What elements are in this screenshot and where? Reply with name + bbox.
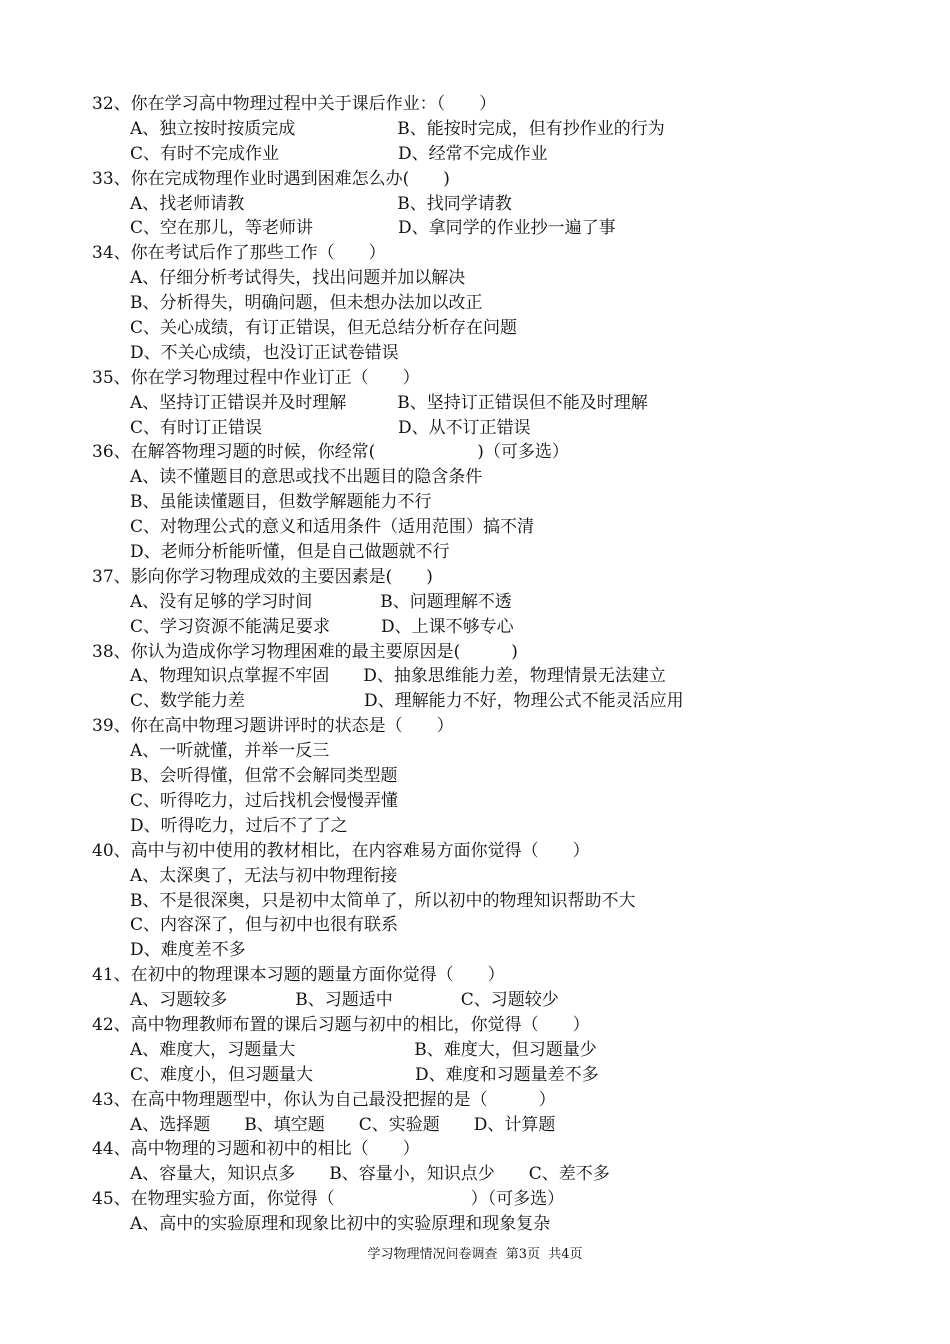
question-line: 39、你在高中物理习题讲评时的状态是（ ） [92,716,454,737]
option-line: A、坚持订正错误并及时理解 B、坚持订正错误但不能及时理解 [130,392,648,413]
question-line: 33、你在完成物理作业时遇到困难怎么办( ) [92,168,450,189]
question-line: 45、在物理实验方面，你觉得（ ）（可多选） [92,1189,565,1210]
option-line: D、老师分析能听懂，但是自己做题就不行 [130,542,450,563]
question-line: 34、你在考试后作了那些工作（ ） [92,243,386,264]
question-line: 43、在高中物理题型中，你认为自己最没把握的是（ ） [92,1089,556,1110]
option-line: C、对物理公式的意义和适用条件（适用范围）搞不清 [130,517,535,538]
option-line: A、找老师请教 B、找同学请教 [130,193,512,214]
option-line: A、仔细分析考试得失，找出问题并加以解决 [130,268,466,289]
option-line: C、有时不完成作业 D、经常不完成作业 [130,143,548,164]
question-line: 38、你认为造成你学习物理困难的最主要原因是( ) [92,641,518,662]
option-line: D、难度差不多 [130,940,246,961]
question-line: 42、高中物理教师布置的课后习题与初中的相比，你觉得（ ） [92,1014,590,1035]
option-line: A、一听就懂，并举一反三 [130,741,330,762]
option-line: C、关心成绩，有订正错误，但无总结分析存在问题 [130,318,518,339]
question-line: 35、你在学习物理过程中作业订正（ ） [92,367,420,388]
option-line: A、没有足够的学习时间 B、问题理解不透 [130,591,512,612]
option-line: C、内容深了，但与初中也很有联系 [130,915,399,936]
option-line: A、读不懂题目的意思或找不出题目的隐含条件 [130,467,483,488]
option-line: A、容量大，知识点多 B、容量小，知识点少 C、差不多 [130,1164,610,1185]
option-line: B、会听得懂，但常不会解同类型题 [130,766,398,787]
option-line: A、物理知识点掌握不牢固 D、抽象思维能力差，物理情景无法建立 [130,666,666,687]
option-line: C、有时订正错误 D、从不订正错误 [130,417,531,438]
question-line: 32、你在学习高中物理过程中关于课后作业：（ ） [92,94,497,114]
option-line: C、空在那儿，等老师讲 D、拿同学的作业抄一遍了事 [130,218,616,239]
option-line: A、选择题 B、填空题 C、实验题 D、计算题 [130,1114,556,1135]
option-line: A、太深奥了，无法与初中物理衔接 [130,865,398,886]
option-line: C、数学能力差 D、理解能力不好，物理公式不能灵活应用 [130,691,684,712]
questionnaire-body [92,92,932,1237]
option-line: A、难度大，习题量大 B、难度大，但习题量少 [130,1039,597,1060]
page-footer: 学习物理情况问卷调查 第3页 共4页 [367,1247,583,1262]
option-line: D、听得吃力，过后不了了之 [130,815,348,836]
option-line: B、不是很深奥，只是初中太简单了，所以初中的物理知识帮助不大 [130,890,636,911]
option-line: D、不关心成绩，也没订正试卷错误 [130,342,399,363]
option-line: C、学习资源不能满足要求 D、上课不够专心 [130,616,514,637]
question-line: 40、高中与初中使用的教材相比，在内容难易方面你觉得（ ） [92,840,590,861]
option-line: B、虽能读懂题目，但数学解题能力不行 [130,492,432,513]
question-line: 44、高中物理的习题和初中的相比（ ） [92,1139,420,1160]
question-line: 36、在解答物理习题的时候，你经常( )（可多选） [92,442,569,463]
option-line: B、分析得失，明确问题，但未想办法加以改正 [130,293,483,314]
option-line: A、独立按时按质完成 B、能按时完成，但有抄作业的行为 [130,118,665,139]
question-line: 37、影向你学习物理成效的主要因素是( ) [92,566,433,587]
option-line: C、难度小，但习题量大 D、难度和习题量差不多 [130,1064,599,1085]
question-line: 41、在初中的物理课本习题的题量方面你觉得（ ） [92,965,505,986]
option-line: C、听得吃力，过后找机会慢慢弄懂 [130,790,399,811]
option-line: A、高中的实验原理和现象比初中的实验原理和现象复杂 [130,1214,551,1235]
option-line: A、习题较多 B、习题适中 C、习题较少 [130,990,559,1011]
